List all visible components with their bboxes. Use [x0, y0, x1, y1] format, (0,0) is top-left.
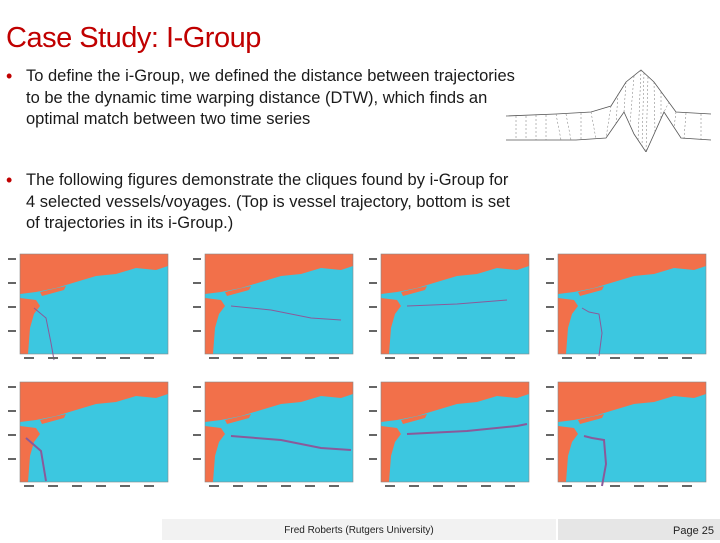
vessel-map-1 — [6, 248, 171, 363]
vessel-map-2 — [191, 248, 356, 363]
bullet-list — [6, 66, 516, 137]
bullet-item-1 — [6, 66, 516, 131]
slide-title: Case Study: I-Group — [6, 22, 261, 54]
vessel-map-6 — [191, 376, 356, 491]
vessel-map-8 — [544, 376, 709, 491]
bullet-text-1: To define the i-Group, we defined the distance between trajectories to be the dynamic time warping distance (DTW), which finds an optimal match between two time series — [26, 67, 515, 128]
vessel-map-4 — [544, 248, 709, 363]
footer-page-number: Page 25 — [558, 519, 720, 540]
dtw-illustration — [506, 68, 716, 152]
vessel-map-7 — [367, 376, 532, 491]
vessel-map-5 — [6, 376, 171, 491]
bullet-2-clip — [0, 170, 520, 240]
dtw-series-bottom — [506, 112, 711, 152]
bullet-text-2: The following figures demonstrate the cliques found by i-Group for 4 selected vessels/voyages. (Top is vessel trajectory, bottom is set of trajectories in its i-Group.) — [26, 171, 510, 232]
bullet-dot-icon: • — [6, 170, 13, 190]
dtw-series-top — [506, 70, 711, 116]
bullet-item-2 — [6, 170, 516, 235]
bullet-dot-icon: • — [6, 66, 13, 86]
vessel-map-grid — [0, 238, 720, 513]
vessel-map-3 — [367, 248, 532, 363]
footer-author: Fred Roberts (Rutgers University) — [162, 519, 556, 540]
footer — [0, 519, 720, 540]
